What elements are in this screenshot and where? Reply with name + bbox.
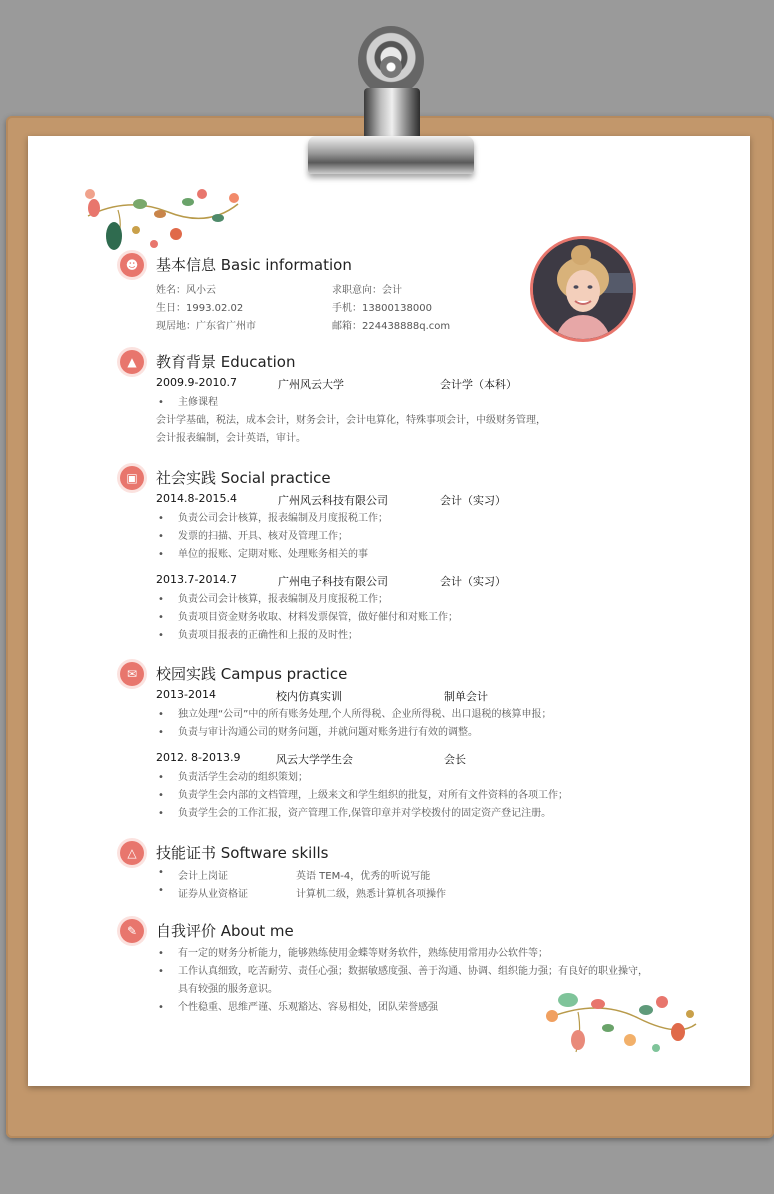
- job-role: 会计（实习）: [440, 494, 506, 507]
- list-item: • 负责学生会内部的文档管理，上级来文和学生组织的批复，对所有文件资料的各项工作；: [120, 787, 640, 805]
- edu-school: 广州风云大学: [278, 378, 344, 391]
- list-item: • 负责公司会计核算，报表编制及月度报税工作；: [120, 591, 640, 609]
- edu-major: 会计学（本科）: [440, 378, 517, 391]
- list-item: • 有一定的财务分析能力，能够熟练使用金蝶等财务软件，熟练使用常用办公软件等；: [120, 945, 640, 963]
- binder-clip: [308, 136, 474, 174]
- section-campus-practice: [120, 662, 640, 823]
- binder-clip-hole: [380, 56, 402, 78]
- list-item: • 负责公司会计核算，报表编制及月度报税工作；: [120, 510, 640, 528]
- campus-role: 会长: [444, 753, 466, 766]
- envelope-icon: ✉: [120, 662, 144, 686]
- skill-row: [120, 867, 640, 885]
- list-item: • 主修课程: [120, 394, 640, 412]
- job-period: 2013.7-2014.7: [156, 573, 237, 586]
- campus-period: 2013-2014: [156, 688, 216, 701]
- section-title: 校园实践 Campus practice: [156, 665, 348, 683]
- user-icon: ☻: [120, 253, 144, 277]
- section-title: 社会实践 Social practice: [156, 469, 331, 487]
- flower-decoration-top: [78, 186, 244, 252]
- section-basic-info: [120, 253, 640, 335]
- job-period: 2014.8-2015.4: [156, 492, 237, 505]
- briefcase-icon: ▣: [120, 466, 144, 490]
- phone-field: 手机：13800138000: [332, 303, 432, 314]
- skill-row: [120, 885, 640, 903]
- location-field: 现居地：广东省广州市: [156, 321, 256, 332]
- list-item: • 工作认真细致，吃苦耐劳、责任心强；数据敏感度强、善于沟通、协调、组织能力强；有良好的职业操守，: [120, 963, 640, 981]
- list-item: • 负责项目报表的正确性和上报的及时性；: [120, 627, 640, 645]
- email-field: 邮箱：224438888q.com: [332, 321, 451, 332]
- list-item: • 个性稳重、思维严谨、乐观豁达、容易相处，团队荣誉感强: [120, 999, 640, 1017]
- course-line: 会计报表编制，会计英语，审计。: [156, 433, 306, 444]
- section-skills: [120, 841, 640, 903]
- list-item: • 单位的报账、定期对账、处理账务相关的事: [120, 546, 640, 564]
- campus-org: 校内仿真实训: [276, 690, 342, 703]
- list-item: • 发票的扫描、开具、核对及管理工作；: [120, 528, 640, 546]
- intention-field: 求职意向：会计: [332, 285, 402, 296]
- pencil-icon: ✎: [120, 919, 144, 943]
- skill-right: 英语 TEM-4，优秀的听说写能: [296, 871, 431, 882]
- flask-icon: △: [120, 841, 144, 865]
- section-title: 自我评价 About me: [156, 922, 294, 940]
- skill-left: • 会计上岗证: [178, 871, 228, 882]
- course-line: 会计学基础，税法，成本会计，财务会计，会计电算化，特殊事项会计，中级财务管理，: [156, 415, 546, 426]
- list-item: • 负责活学生会动的组织策划；: [120, 769, 640, 787]
- edu-period: 2009.9-2010.7: [156, 376, 237, 389]
- section-title: 技能证书 Software skills: [156, 844, 329, 862]
- section-education: [120, 350, 640, 448]
- list-item: • 负责学生会的工作汇报，资产管理工作,保管印章并对学校拨付的固定资产登记注册。: [120, 805, 640, 823]
- job-company: 广州电子科技有限公司: [278, 575, 388, 588]
- birth-field: 生日：1993.02.02: [156, 303, 244, 314]
- name-field: 姓名：风小云: [156, 285, 216, 296]
- campus-period: 2012. 8-2013.9: [156, 751, 241, 764]
- skill-left: • 证券从业资格证: [178, 889, 248, 900]
- binder-clip-neck: [364, 88, 420, 140]
- job-role: 会计（实习）: [440, 575, 506, 588]
- campus-org: 风云大学学生会: [276, 753, 353, 766]
- job-company: 广州风云科技有限公司: [278, 494, 388, 507]
- section-social-practice: [120, 466, 640, 645]
- list-item: • 负责与审计沟通公司的财务问题，并就问题对账务进行有效的调整。: [120, 724, 640, 742]
- list-item: • 独立处理“公司”中的所有账务处理,个人所得税、企业所得税、出口退税的核算申报；: [120, 706, 640, 724]
- section-title: 教育背景 Education: [156, 353, 296, 371]
- graduation-cap-icon: ▲: [120, 350, 144, 374]
- section-about-me: [120, 919, 648, 1017]
- list-item: • 负责项目资金财务收取、材料发票保管，做好催付和对账工作；: [120, 609, 640, 627]
- skill-right: 计算机二级，熟悉计算机各项操作: [296, 889, 446, 900]
- list-item-continuation: 具有较强的服务意识。: [178, 984, 278, 995]
- section-title: 基本信息 Basic information: [156, 256, 352, 274]
- campus-role: 制单会计: [444, 690, 488, 703]
